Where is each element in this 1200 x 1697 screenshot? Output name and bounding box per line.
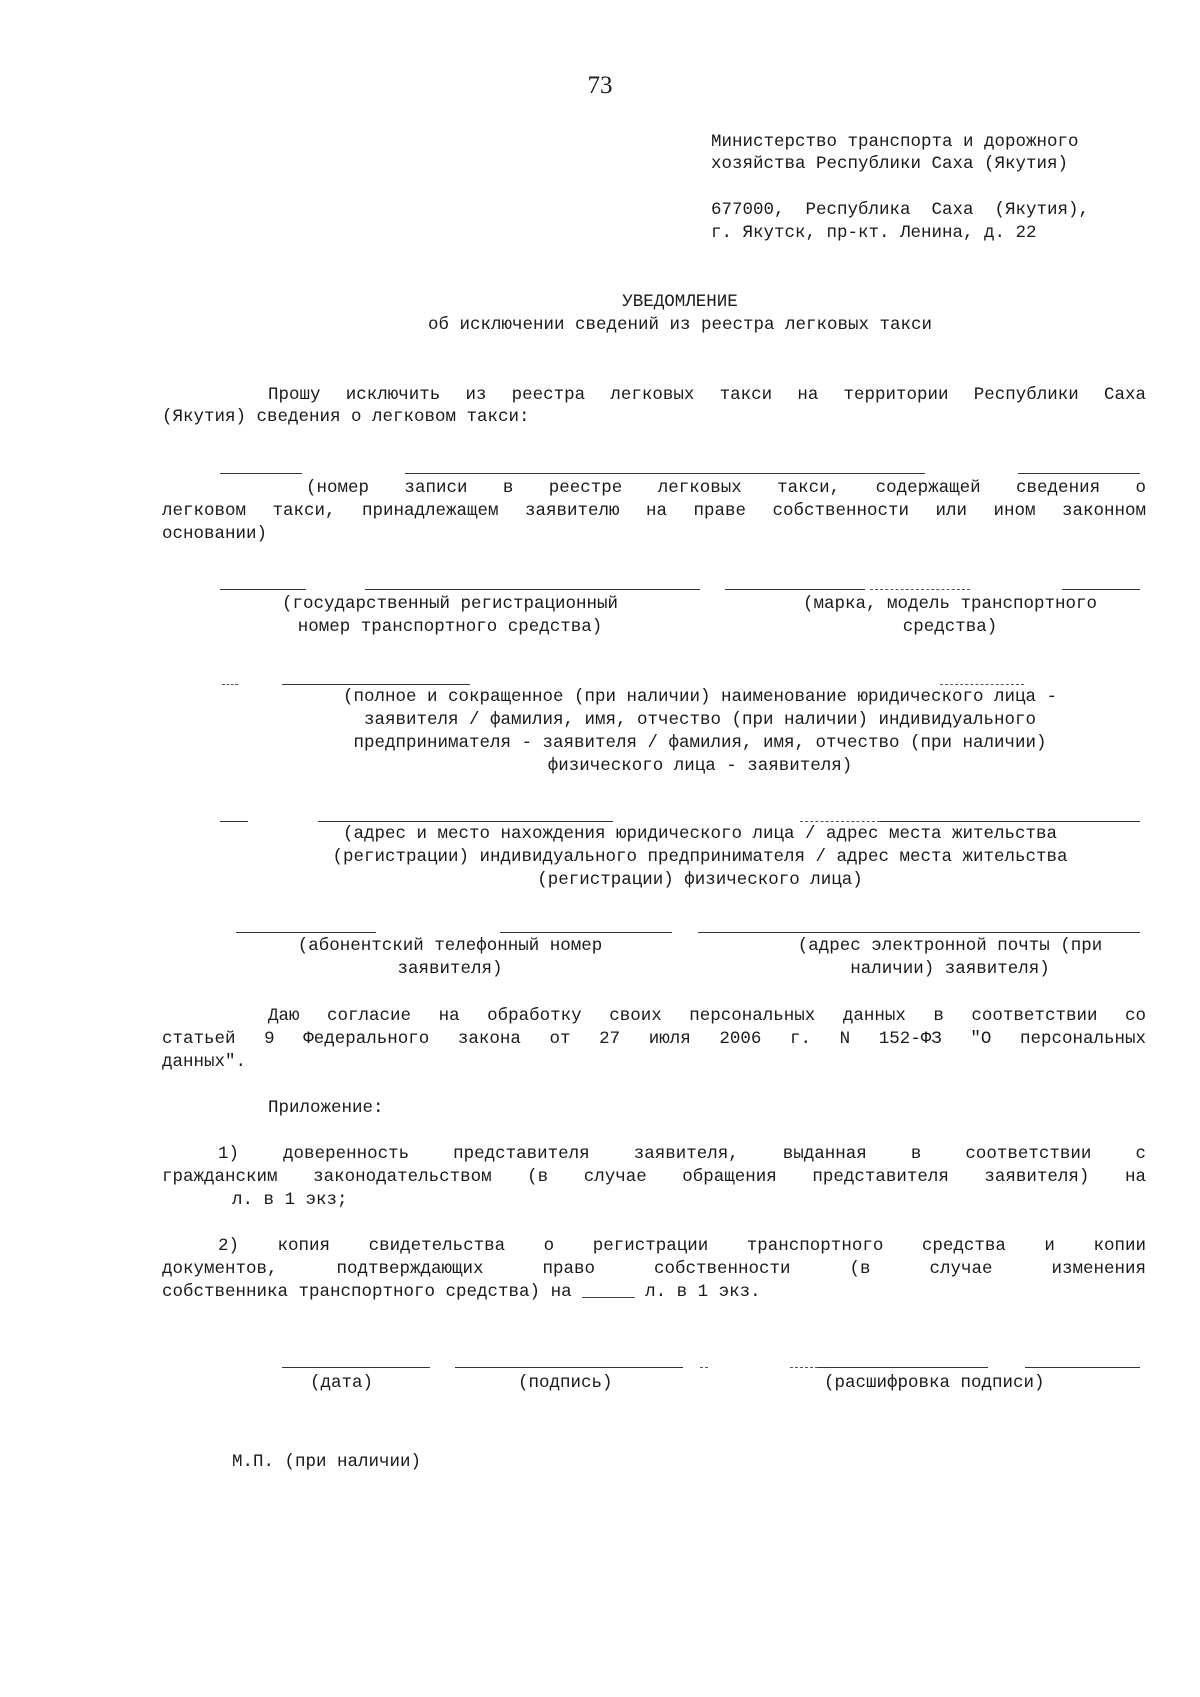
signature-caption: (подпись) (518, 1373, 613, 1393)
signature-line (455, 1367, 683, 1368)
phone-caption-1: (абонентский телефонный номер (297, 936, 603, 956)
applicant-address-line (880, 821, 1140, 822)
decoding-caption: (расшифровка подписи) (824, 1373, 1045, 1393)
consent-line-2: статьей 9 Федерального закона от 27 июля 2006 г. N 152-ФЗ "О персональных (162, 1029, 1146, 1049)
date-caption: (дата) (310, 1373, 374, 1393)
addressee-address-2: г. Якутск, пр-кт. Ленина, д. 22 (711, 223, 1037, 243)
applicant-name-caption-3: предпринимателя - заявителя / фамилия, имя, отчество (при наличии) (353, 733, 1047, 753)
reg-number-line (365, 589, 700, 590)
email-line (698, 932, 1140, 933)
email-caption-1: (адрес электронной почты (при (797, 936, 1103, 956)
applicant-address-line (800, 821, 880, 822)
addressee-address-1: 677000, Республика Саха (Якутия), (711, 200, 1090, 220)
phone-line (236, 932, 376, 933)
document-subtitle: об исключении сведений из реестра легковых такси (427, 315, 933, 335)
consent-line-3: данных". (162, 1052, 247, 1072)
applicant-name-line (222, 684, 238, 685)
attachment-1-line-2: гражданским законодательством (в случае обращения представителя заявителя) на (162, 1167, 1146, 1187)
decoding-line (1025, 1367, 1140, 1368)
attachment-2-line-2: документов, подтверждающих право собственности (в случае изменения (162, 1259, 1146, 1279)
applicant-address-caption-2: (регистрации) индивидуального предпринимателя / адрес места жительства (332, 847, 1068, 867)
addressee-line-2: хозяйства Республики Саха (Якутия) (711, 154, 1069, 174)
reg-number-caption-2: номер транспортного средства) (297, 617, 603, 637)
request-line-2: (Якутия) сведения о легковом такси: (162, 407, 530, 427)
brand-model-line (1062, 589, 1140, 590)
document-title: УВЕДОМЛЕНИЕ (622, 292, 738, 312)
applicant-address-line (220, 821, 248, 822)
signature-line (700, 1367, 708, 1368)
page-number: 73 (587, 72, 613, 99)
decoding-line (818, 1367, 988, 1368)
consent-line-1: Даю согласие на обработку своих персональных данных в соответствии со (268, 1006, 1146, 1026)
applicant-address-caption-3: (регистрации) физического лица) (537, 870, 863, 890)
applicant-name-line (282, 684, 470, 685)
addressee-line-1: Министерство транспорта и дорожного (711, 132, 1079, 152)
registry-record-caption-2: легковом такси, принадлежащем заявителю на праве собственности или ином законном (162, 501, 1146, 521)
applicant-address-caption-1: (адрес и место нахождения юридического лица / адрес места жительства (342, 824, 1058, 844)
date-line (282, 1367, 430, 1368)
attachment-1-line-1: 1) доверенность представителя заявителя, выданная в соответствии с (218, 1144, 1146, 1164)
attachment-2-line-1: 2) копия свидетельства о регистрации транспортного средства и копии (218, 1236, 1146, 1256)
phone-line (500, 932, 672, 933)
applicant-address-line (318, 821, 613, 822)
registry-record-line (405, 473, 925, 474)
applicant-name-caption-4: физического лица - заявителя) (547, 756, 853, 776)
reg-number-caption-1: (государственный регистрационный (281, 594, 619, 614)
email-caption-2: наличии) заявителя) (850, 959, 1050, 979)
registry-record-caption-3: основании) (162, 524, 268, 544)
applicant-name-line (940, 684, 1024, 685)
brand-model-line (870, 589, 970, 590)
attachments-heading: Приложение: (268, 1098, 384, 1118)
decoding-line (790, 1367, 818, 1368)
brand-model-line (725, 589, 865, 590)
applicant-name-caption-2: заявителя / фамилия, имя, отчество (при наличии) индивидуального (363, 710, 1037, 730)
registry-record-line (1018, 473, 1140, 474)
request-line-1: Прошу исключить из реестра легковых такси на территории Республики Саха (268, 385, 1146, 405)
reg-number-line (220, 589, 306, 590)
registry-record-caption-1: (номер записи в реестре легковых такси, содержащей сведения о (306, 478, 1146, 498)
attachment-2-line-3: собственника транспортного средства) на _____ л. в 1 экз. (162, 1282, 761, 1302)
applicant-name-caption-1: (полное и сокращенное (при наличии) наименование юридического лица - (342, 687, 1058, 707)
phone-caption-2: заявителя) (397, 959, 503, 979)
brand-model-caption-1: (марка, модель транспортного (802, 594, 1098, 614)
attachment-1-line-3: л. в 1 экз; (232, 1190, 348, 1210)
brand-model-caption-2: средства) (902, 617, 998, 637)
stamp-place: М.П. (при наличии) (232, 1452, 422, 1472)
registry-record-line (220, 473, 302, 474)
